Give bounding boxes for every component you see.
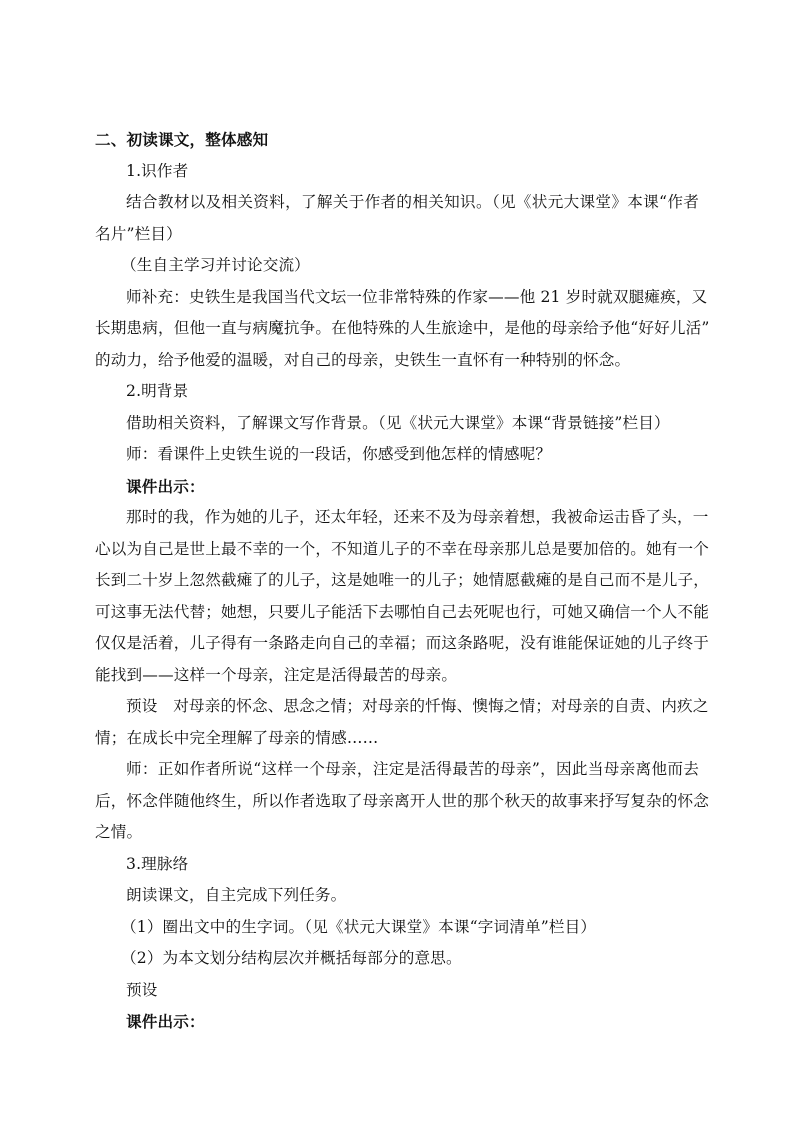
paragraph-line: 借助相关资料，了解课文写作背景。（见《状元大课堂》本课“背景链接”栏目）	[126, 413, 670, 432]
quote-line: 那时的我，作为她的儿子，还太年轻，还来不及为母亲着想，我被命运击昏了头，一	[126, 508, 709, 526]
courseware-label: 课件出示：	[126, 1012, 205, 1031]
task-item: （1）圈出文中的生字词。（见《状元大课堂》本课“字词清单”栏目）	[121, 917, 597, 936]
lesson-content	[95, 124, 710, 1038]
paragraph-line: 朗读课文，自主完成下列任务。	[126, 886, 347, 904]
preset-label: 预设	[126, 980, 158, 999]
subsection-title-structure: 3.理脉络	[126, 854, 189, 873]
paragraph-line: 名片”栏目）	[95, 224, 182, 243]
paragraph-line: 结合教材以及相关资料，了解关于作者的相关知识。（见《状元大课堂》本课“作者	[126, 193, 699, 211]
paragraph-line: 之情。	[95, 823, 143, 841]
quote-line: 能找到——这样一个母亲，注定是活得最苦的母亲。	[95, 665, 458, 684]
section-heading: 二、初读课文，整体感知	[95, 130, 269, 149]
activity-note: （生自主学习并讨论交流）	[121, 256, 310, 274]
paragraph-line: 师补充：史铁生是我国当代文坛一位非常特殊的作家——他 21 岁时就双腿瘫痪，又	[126, 287, 708, 306]
paragraph-line: 长期患病，但他一直与病魔抗争。在他特殊的人生旅途中，是他的母亲给予他“好好儿活”	[95, 319, 710, 337]
task-item: （2）为本文划分结构层次并概括每部分的意思。	[121, 949, 462, 967]
subsection-title-author: 1.识作者	[126, 161, 189, 180]
courseware-label: 课件出示：	[126, 476, 205, 496]
preset-line: 预设 对母亲的怀念、思念之情；对母亲的忏悔、懊悔之情；对母亲的自责、内疚之	[126, 697, 709, 715]
preset-line: 情；在成长中完全理解了母亲的情感……	[95, 728, 379, 747]
quote-line: 可这事无法代替；她想，只要儿子能活下去哪怕自己去死呢也行，可她又确信一个人不能	[95, 602, 710, 621]
quote-line: 心以为自己是世上最不幸的一个，不知道儿子的不幸在母亲那儿总是要加倍的。她有一个	[95, 539, 710, 558]
subsection-title-background: 2.明背景	[126, 382, 189, 400]
quote-line: 仅仅是活着，儿子得有一条路走向自己的幸福；而这条路呢，没有谁能保证她的儿子终于	[95, 634, 710, 652]
quote-line: 长到二十岁上忽然截瘫了的儿子，这是她唯一的儿子；她情愿截瘫的是自己而不是儿子，	[95, 571, 710, 589]
paragraph-line: 后，怀念伴随他终生，所以作者选取了母亲离开人世的那个秋天的故事来抒写复杂的怀念	[95, 791, 710, 810]
paragraph-line: 师：正如作者所说“这样一个母亲，注定是活得最苦的母亲”，因此当母亲离他而去	[126, 760, 699, 778]
paragraph-line: 的动力，给予他爱的温暖，对自己的母亲，史铁生一直怀有一种特别的怀念。	[95, 350, 631, 369]
paragraph-line: 师：看课件上史铁生说的一段话，你感受到他怎样的情感呢？	[126, 445, 552, 463]
